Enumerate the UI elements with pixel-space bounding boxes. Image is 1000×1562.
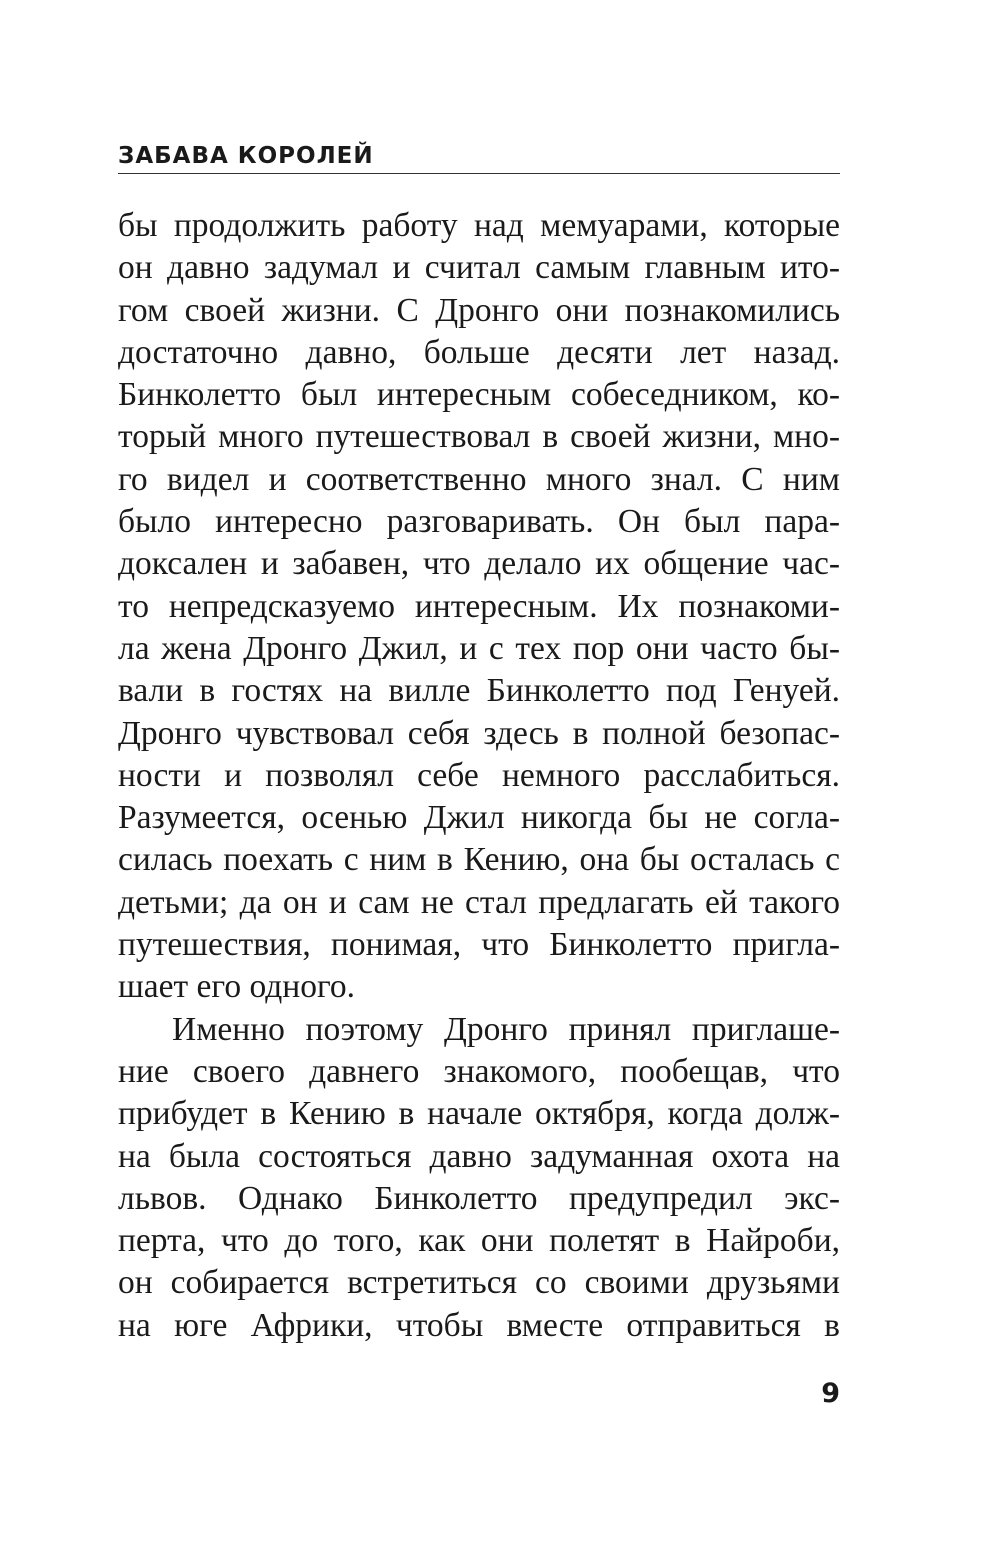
page-number: 9 [821, 1378, 840, 1409]
text-line: бы продолжить работу над мемуарами, которые [118, 207, 840, 244]
text-line: ности и позволял себе немного расслабиться. [118, 756, 840, 794]
text-line: доксален и забавен, что делало их общение час- [118, 545, 840, 583]
paragraph-first-line: Именно поэтому Дронго принял приглаше- [172, 1010, 840, 1048]
text-line: вали в гостях на вилле Бинколетто под Генуей. [118, 672, 840, 710]
text-line: он давно задумал и считал самым главным ито- [118, 249, 840, 287]
text-line: на юге Африки, чтобы вместе отправиться в [118, 1306, 840, 1344]
text-line: путешествия, понимая, что Бинколетто пригла- [118, 926, 840, 964]
text-line: прибудет в Кению в начале октября, когда долж- [118, 1095, 840, 1133]
paragraph-last-line: шает его одного. [118, 968, 355, 1006]
text-line: то непредсказуемо интересным. Их познакоми- [118, 587, 840, 625]
body-text [118, 205, 840, 1347]
text-line: Разумеется, осенью Джил никогда бы не согла- [118, 799, 840, 837]
text-line: на была состояться давно задуманная охота на [118, 1137, 840, 1175]
text-line: Дронго чувствовал себя здесь в полной безопас- [118, 714, 840, 752]
text-line: силась поехать с ним в Кению, она бы осталась с [118, 841, 840, 879]
text-line: было интересно разговаривать. Он был пара- [118, 503, 840, 541]
text-line: гом своей жизни. С Дронго они познакомились [118, 291, 840, 329]
text-line: львов. Однако Бинколетто предупредил экс- [118, 1179, 840, 1217]
text-line: перта, что до того, как они полетят в Найроби, [118, 1222, 840, 1260]
text-line: го видел и соответственно много знал. С ним [118, 460, 840, 498]
text-line: детьми; да он и сам не стал предлагать ей такого [118, 883, 840, 921]
text-line: достаточно давно, больше десяти лет назад. [118, 333, 840, 371]
text-line: ние своего давнего знакомого, пообещав, что [118, 1052, 840, 1090]
running-head: ЗАБАВА КОРОЛЕЙ [118, 143, 374, 169]
header-rule [118, 173, 840, 174]
text-line: торый много путешествовал в своей жизни, мно- [118, 418, 840, 456]
text-line: он собирается встретиться со своими друзьями [118, 1264, 840, 1302]
text-line: ла жена Дронго Джил, и с тех пор они часто бы- [118, 629, 840, 667]
book-page [118, 0, 840, 1562]
text-line: Бинколетто был интересным собеседником, ко- [118, 376, 840, 414]
